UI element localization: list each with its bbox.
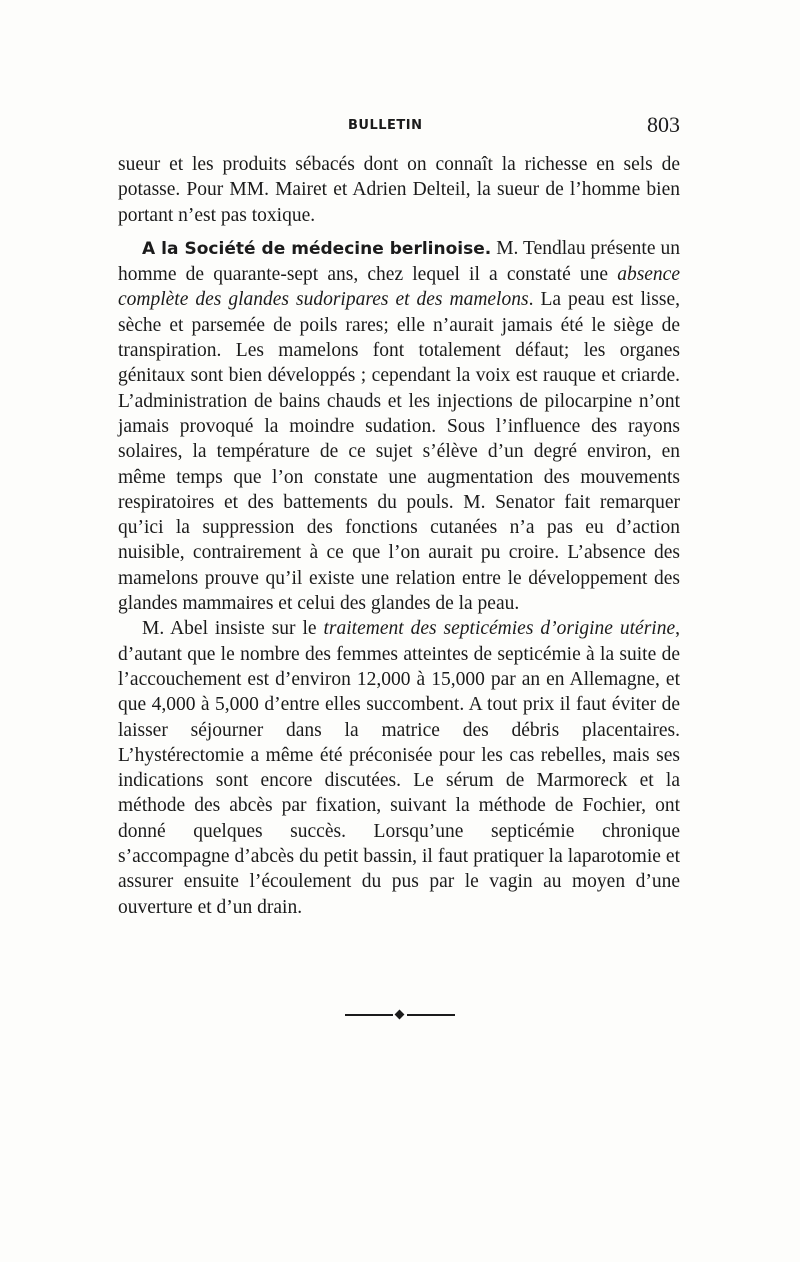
body-text xyxy=(118,152,680,920)
paragraph-text: M. Abel insiste sur le xyxy=(142,618,324,640)
paragraph-septicemia xyxy=(118,616,680,920)
paragraph-berlin-society xyxy=(118,236,680,616)
running-title: BULLETIN xyxy=(348,118,423,133)
paragraph-text: sueur et les produits sébacés dont on connaît la richesse en sels de potasse. Pour MM. Mairet et Adrien Delteil, la sueur de l’homme bien portant n’est pas toxique. xyxy=(118,154,680,226)
ornament-line-left xyxy=(345,1014,393,1016)
paragraph-sweat-toxicity xyxy=(118,152,680,228)
paragraph-text: . La peau est lisse, sèche et parsemée de poils rares; elle n’aurait jamais été le siège de transpiration. Les mamelons font totalement défaut; les organes génitaux sont bien développés ; cependant la voix est rauque et criarde. L’administration de bains chauds et les injections de pilocarpine n’ont jamais provoqué la moindre sudation. Sous l’influence des rayons solaires, la température de ce sujet s’élève d’un degré environ, en même temps que l’on constate une augmentation des mouvements respiratoires et des battements du pouls. M. Senator fait remarquer qu’ici la suppression des fonctions cutanées n’a pas eu d’action nuisible, contrairement à ce que l’on aurait pu croire. L’absence des mamelons prouve qu’il existe une relation entre le développement des glandes mammaires et celui des glandes de la peau. xyxy=(118,289,680,615)
paragraph-text: , d’autant que le nombre des femmes atteintes de septicémie à la suite de l’accouchement est d’environ 12,000 à 15,000 par an en Allemagne, et que 4,000 à 5,000 d’entre elles succombent. A tout prix il faut éviter de laisser séjourner dans la matrice des débris placentaires. L’hystérectomie a même été préconisée pour les cas rebelles, mais ses indications sont encore discutées. Le sérum de Marmoreck et la méthode des abcès par fixation, suivant la méthode de Fochier, ont donné quelques succès. Lorsqu’une septicémie chronique s’accompagne d’abcès du petit bassin, il faut pratiquer la laparotomie et assurer ensuite l’écoulement du pus par le vagin au moyen d’une ouverture et d’un drain. xyxy=(118,618,680,918)
paragraph-text: M. Tendlau présente un homme de quarante-sept ans, chez lequel il a constaté une xyxy=(118,237,680,286)
emphasized-text: traitement des septicémies d’origine utérine xyxy=(323,618,676,640)
ornament-line-right xyxy=(407,1014,455,1016)
running-head xyxy=(118,112,680,142)
section-heading: A la Société de médecine berlinoise. xyxy=(142,238,492,259)
diamond-icon xyxy=(395,1010,405,1020)
section-end-ornament xyxy=(345,1010,455,1020)
emphasized-text: absence complète des glandes sudoripares et des mamelons xyxy=(118,264,680,311)
page-number: 803 xyxy=(647,112,680,137)
